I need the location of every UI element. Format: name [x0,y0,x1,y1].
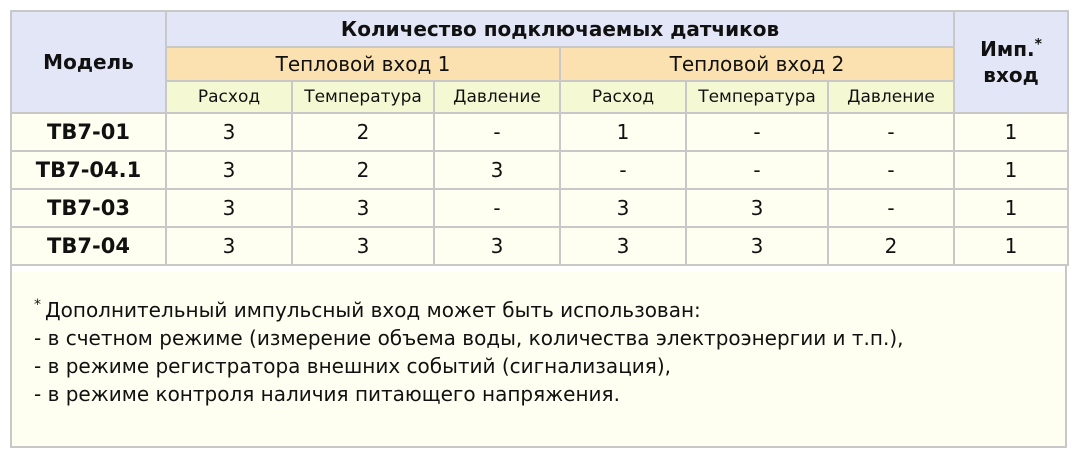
value-cell: - [686,151,828,189]
header-sub-flow-2: Расход [560,81,686,113]
value-cell: - [828,189,954,227]
model-cell: ТВ7-04 [11,227,166,265]
footnote [12,272,1065,446]
value-cell: - [434,113,560,151]
header-sub-temp-1: Температура [292,81,434,113]
value-cell: 3 [166,113,292,151]
footnote-star: * [34,297,41,314]
header-heat-input-2: Тепловой вход 2 [560,47,954,81]
value-cell: - [828,151,954,189]
header-sub-pressure-2: Давление [828,81,954,113]
footnote-line: - в режиме контроля наличия питающего напряжения. [34,382,620,406]
footnote-text: Дополнительный импульсный вход может быть использован: [45,298,701,322]
value-cell: 3 [166,227,292,265]
value-cell: 1 [954,151,1068,189]
table-row [11,151,1068,189]
header-imp-star: * [1034,36,1042,53]
value-cell: 3 [686,189,828,227]
sensor-table [10,10,1069,266]
header-imp-line1: Имп. [980,37,1035,61]
value-cell: 3 [560,189,686,227]
model-cell: ТВ7-04.1 [11,151,166,189]
value-cell: 3 [434,151,560,189]
header-imp-input [954,11,1068,113]
value-cell: 2 [292,113,434,151]
value-cell: 3 [686,227,828,265]
model-cell: ТВ7-01 [11,113,166,151]
value-cell: 1 [954,227,1068,265]
header-sub-pressure-1: Давление [434,81,560,113]
header-model: Модель [11,11,166,113]
header-sub-flow-1: Расход [166,81,292,113]
value-cell: - [434,189,560,227]
value-cell: 3 [292,189,434,227]
value-cell: 1 [954,113,1068,151]
header-heat-input-1: Тепловой вход 1 [166,47,560,81]
value-cell: 2 [292,151,434,189]
header-imp-line2: вход [983,63,1039,87]
value-cell: 3 [560,227,686,265]
value-cell: - [828,113,954,151]
value-cell: 3 [166,151,292,189]
footnote-line: - в счетном режиме (измерение объема воды, количества электроэнергии и т.п.), [34,326,904,350]
footnote-line [34,296,1065,324]
value-cell: 2 [828,227,954,265]
header-sub-temp-2: Температура [686,81,828,113]
header-sensor-count: Количество подключаемых датчиков [166,11,954,47]
value-cell: 1 [560,113,686,151]
model-cell: ТВ7-03 [11,189,166,227]
value-cell: 3 [434,227,560,265]
table-row [11,189,1068,227]
value-cell: - [686,113,828,151]
footnote-line: - в режиме регистратора внешних событий (сигнализация), [34,354,671,378]
value-cell: 3 [166,189,292,227]
table-row [11,113,1068,151]
value-cell: - [560,151,686,189]
value-cell: 3 [292,227,434,265]
value-cell: 1 [954,189,1068,227]
table-row [11,227,1068,265]
